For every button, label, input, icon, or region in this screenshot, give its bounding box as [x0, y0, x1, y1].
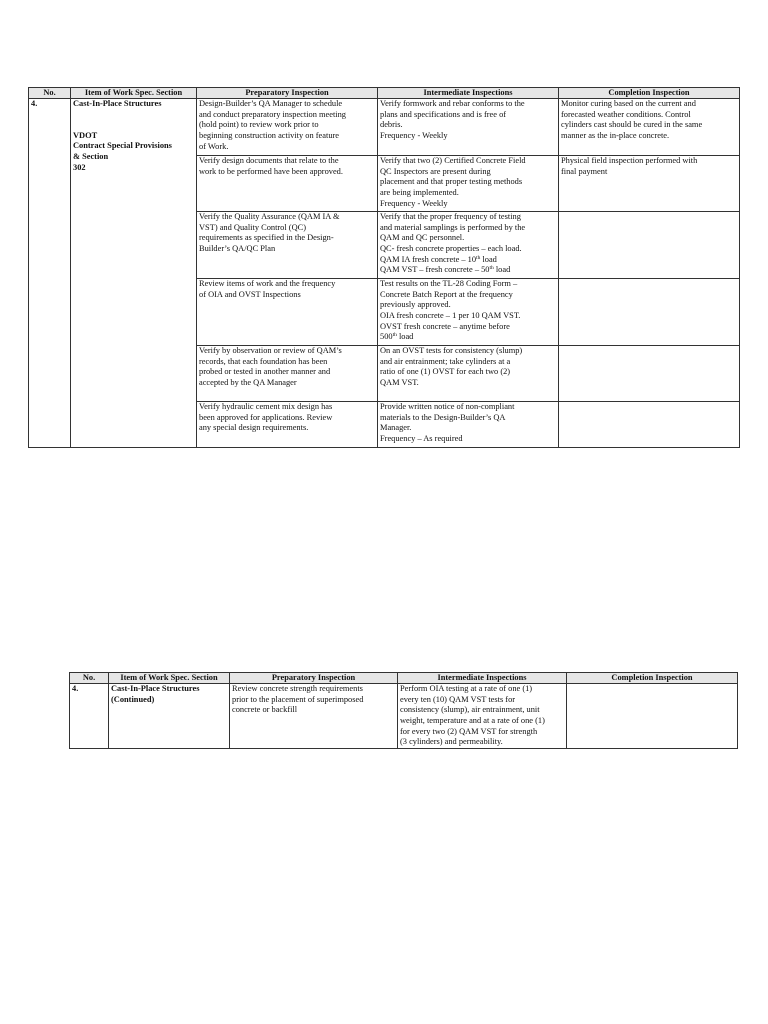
cell-text-line: Physical field inspection performed with — [561, 156, 698, 165]
table-header-row — [70, 673, 738, 684]
cell-text-line: and air entrainment; take cylinders at a — [380, 356, 511, 366]
cell-text-line: Frequency - Weekly — [380, 198, 448, 208]
cell-text-line: placement and that proper testing methods — [380, 177, 523, 187]
cell-text-line: debris. — [380, 120, 403, 130]
cell-text-line: are being implemented. — [380, 188, 459, 198]
header-no: No. — [70, 673, 109, 684]
cell-text-line: for every two (2) QAM VST for strength — [400, 726, 538, 736]
cell-text-line: Verify design documents that relate to the — [199, 156, 339, 165]
cell-text-line: Design-Builder’s QA Manager to schedule — [199, 99, 343, 108]
cell-text-line: Verify the Quality Assurance (QAM IA & — [199, 212, 340, 221]
cell-text-line: and conduct preparatory inspection meeting — [199, 109, 346, 119]
inspection-table — [28, 87, 740, 448]
intermediate-cell — [378, 156, 559, 212]
header-preparatory: Preparatory Inspection — [230, 673, 398, 684]
item-spec-line: Contract Special Provisions — [73, 141, 172, 151]
item-number: 4. — [70, 684, 109, 749]
cell-text-line: final payment — [561, 166, 608, 176]
table-row — [29, 99, 740, 156]
table-row — [70, 684, 738, 749]
cell-text-line: work to be performed have been approved. — [199, 166, 343, 176]
completion-cell — [559, 402, 740, 448]
header-no: No. — [29, 88, 71, 99]
preparatory-cell — [197, 156, 378, 212]
cell-text-line: Verify formwork and rebar conforms to the — [380, 99, 525, 108]
intermediate-cell — [378, 279, 559, 346]
completion-cell — [559, 346, 740, 402]
cell-text-line: plans and specifications and is free of — [380, 109, 507, 119]
cell-text-line: been approved for applications. Review — [199, 412, 333, 422]
cell-text-line: On an OVST tests for consistency (slump) — [380, 346, 523, 355]
header-completion: Completion Inspection — [567, 673, 738, 684]
cell-text-line: materials to the Design-Builder’s QA — [380, 412, 506, 422]
intermediate-cell — [378, 99, 559, 156]
cell-text-line: Verify hydraulic cement mix design has — [199, 402, 333, 411]
cell-text-line: QAM IA fresh concrete – 10th load — [380, 254, 497, 264]
intermediate-cell — [378, 346, 559, 402]
cell-text-line: beginning construction activity on feature — [199, 131, 340, 141]
cell-text-line: QC- fresh concrete properties – each load. — [380, 244, 522, 254]
item-number: 4. — [29, 99, 71, 448]
cell-text-line: (3 cylinders) and permeability. — [400, 737, 503, 747]
cell-text-line: Review concrete strength requirements — [232, 684, 363, 693]
header-completion: Completion Inspection — [559, 88, 740, 99]
cell-text-line: Provide written notice of non-compliant — [380, 402, 515, 411]
cell-text-line: of OIA and OVST Inspections — [199, 289, 301, 299]
cell-text-line: requirements as specified in the Design- — [199, 233, 334, 243]
preparatory-cell — [197, 402, 378, 448]
cell-text-line: and material samplings is performed by the — [380, 222, 526, 232]
cell-text-line: ratio of one (1) OVST for each two (2) — [380, 367, 511, 377]
cell-text-line: Frequency - Weekly — [380, 131, 448, 141]
item-spec-line: & Section — [73, 152, 109, 162]
item-title: Cast-In-Place Structures — [73, 99, 162, 108]
preparatory-cell — [197, 212, 378, 279]
item-title: Cast-In-Place Structures — [111, 684, 200, 693]
cell-text-line: accepted by the QA Manager — [199, 378, 297, 388]
intermediate-cell — [398, 684, 567, 749]
cell-text-line: weight, temperature and at a rate of one (1) — [400, 716, 545, 726]
cell-text-line: QAM VST – fresh concrete – 50th load — [380, 265, 511, 275]
completion-cell — [567, 684, 738, 749]
cell-text-line: any special design requirements. — [199, 423, 309, 433]
cell-text-line: Perform OIA testing at a rate of one (1) — [400, 684, 533, 693]
completion-cell — [559, 99, 740, 156]
cell-text-line: QAM and QC personnel. — [380, 233, 465, 243]
intermediate-cell — [378, 212, 559, 279]
header-preparatory: Preparatory Inspection — [197, 88, 378, 99]
cell-text-line: QAM VST. — [380, 378, 419, 388]
preparatory-cell — [197, 99, 378, 156]
item-of-work-cell — [71, 99, 197, 448]
cell-text-line: Builder’s QA/QC Plan — [199, 244, 276, 254]
cell-text-line: cylinders cast should be cured in the same — [561, 120, 703, 130]
intermediate-cell — [378, 402, 559, 448]
inspection-table-continued — [69, 672, 738, 749]
cell-text-line: Review items of work and the frequency — [199, 279, 336, 288]
cell-text-line: Test results on the TL-28 Coding Form – — [380, 279, 518, 288]
cell-text-line: Monitor curing based on the current and — [561, 99, 696, 108]
cell-text-line: consistency (slump), air entrainment, unit — [400, 705, 540, 715]
cell-text-line: OIA fresh concrete – 1 per 10 QAM VST. — [380, 311, 521, 321]
cell-text-line: Verify by observation or review of QAM’s — [199, 346, 342, 355]
item-of-work-cell — [109, 684, 230, 749]
cell-text-line: manner as the in-place concrete. — [561, 131, 670, 141]
cell-text-line: of Work. — [199, 141, 229, 151]
cell-text-line: Verify that the proper frequency of testing — [380, 212, 521, 221]
cell-text-line: Concrete Batch Report at the frequency — [380, 289, 513, 299]
cell-text-line: concrete or backfill — [232, 705, 298, 715]
cell-text-line: records, that each foundation has been — [199, 356, 328, 366]
completion-cell — [559, 279, 740, 346]
item-spec-line: 302 — [73, 162, 86, 172]
cell-text-line: probed or tested in another manner and — [199, 367, 331, 377]
table-header-row — [29, 88, 740, 99]
cell-text-line: every ten (10) QAM VST tests for — [400, 694, 516, 704]
completion-cell — [559, 156, 740, 212]
preparatory-cell — [197, 346, 378, 402]
item-spec-line: VDOT — [73, 130, 98, 140]
header-item: Item of Work Spec. Section — [109, 673, 230, 684]
cell-text-line: QC Inspectors are present during — [380, 166, 491, 176]
preparatory-cell — [230, 684, 398, 749]
cell-text-line: Frequency – As required — [380, 434, 463, 444]
cell-text-line: prior to the placement of superimposed — [232, 694, 364, 704]
cell-text-line: 500th load — [380, 332, 414, 342]
preparatory-cell — [197, 279, 378, 346]
cell-text-line: OVST fresh concrete – anytime before — [380, 321, 510, 331]
cell-text-line: Manager. — [380, 423, 412, 433]
completion-cell — [559, 212, 740, 279]
cell-text-line: forecasted weather conditions. Control — [561, 109, 691, 119]
cell-text-line: Verify that two (2) Certified Concrete Field — [380, 156, 526, 165]
item-continued-label: (Continued) — [111, 694, 155, 704]
header-item: Item of Work Spec. Section — [71, 88, 197, 99]
header-intermediate: Intermediate Inspections — [398, 673, 567, 684]
cell-text-line: (hold point) to review work prior to — [199, 120, 319, 130]
cell-text-line: VST) and Quality Control (QC) — [199, 222, 307, 232]
header-intermediate: Intermediate Inspections — [378, 88, 559, 99]
cell-text-line: previously approved. — [380, 300, 451, 310]
